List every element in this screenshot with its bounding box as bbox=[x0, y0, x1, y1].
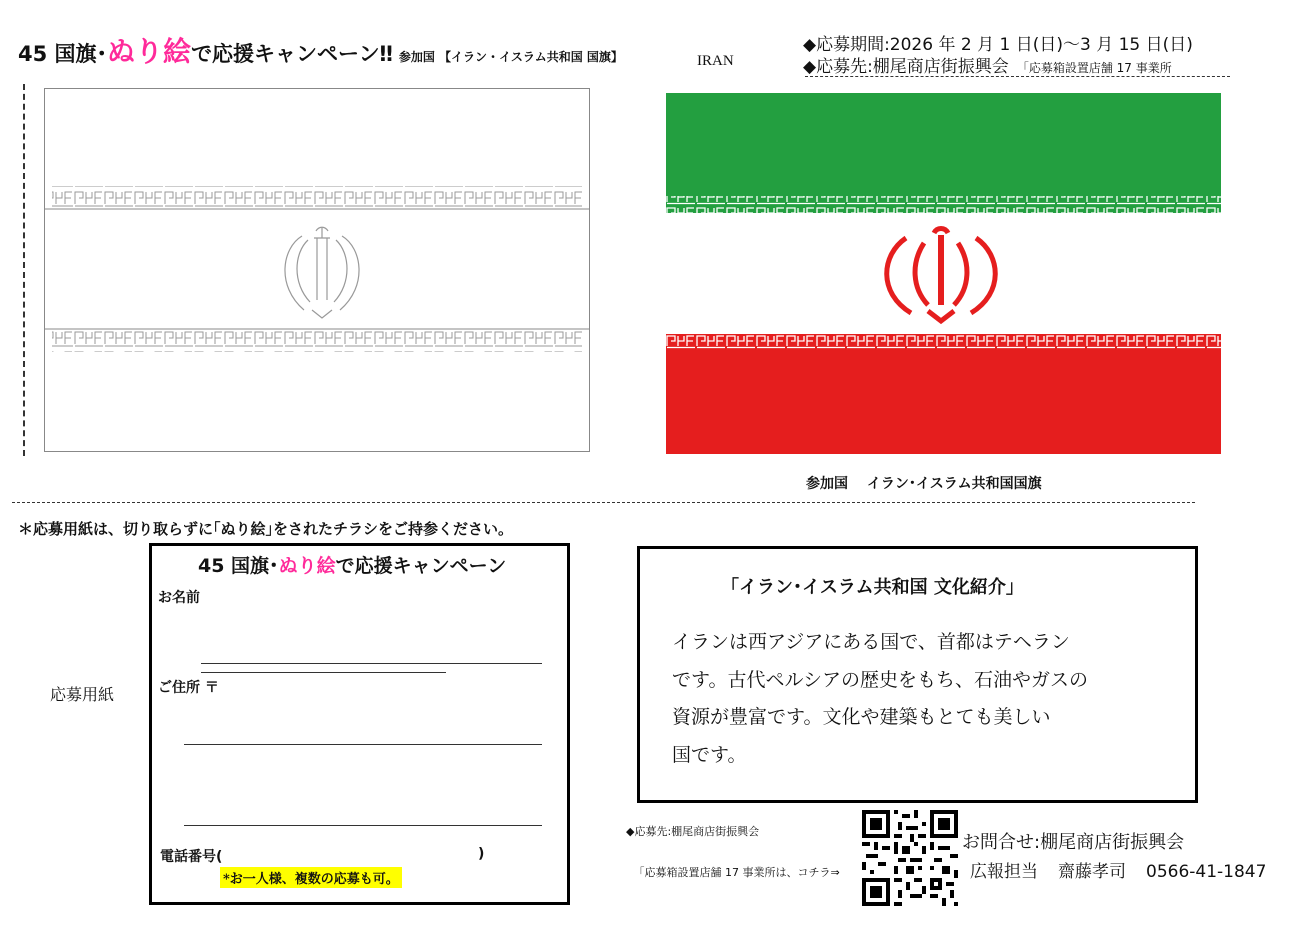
qr-code-icon[interactable] bbox=[862, 810, 958, 906]
form-title-pink: ぬり絵 bbox=[278, 555, 336, 577]
culture-text bbox=[672, 624, 1172, 774]
contact-organization: お問合せ:棚尾商店街振興会 bbox=[962, 832, 1185, 853]
header-divider bbox=[805, 76, 1230, 77]
kufic-band-bottom bbox=[52, 330, 582, 352]
culture-line: 国です。 bbox=[672, 743, 747, 766]
culture-title: ｢イラン･イスラム共和国 文化紹介｣ bbox=[730, 577, 1015, 598]
multiple-entry-note: *お一人様、複数の応募も可。 bbox=[220, 867, 402, 888]
destination-text: ◆応募先:棚尾商店街振興会 bbox=[803, 57, 1009, 77]
contact-details bbox=[970, 857, 1286, 882]
flag-red-stripe bbox=[666, 334, 1221, 454]
flag-caption: 参加国 イラン･イスラム共和国国旗 bbox=[806, 476, 1042, 492]
culture-line: 資源が豊富です。文化や建築もとても美しい bbox=[672, 706, 1051, 728]
cut-line-horizontal bbox=[12, 502, 1195, 503]
contact-person: 齋藤孝司 bbox=[1058, 862, 1126, 882]
title-pink: ぬり絵 bbox=[107, 35, 192, 68]
country-english-label: IRAN bbox=[697, 53, 734, 69]
address-field-line-1[interactable] bbox=[184, 744, 542, 745]
contact-department: 広報担当 bbox=[970, 862, 1038, 882]
phone-label: 電話番号( bbox=[160, 849, 223, 865]
name-field[interactable] bbox=[201, 663, 542, 664]
address-field-line-2[interactable] bbox=[184, 825, 542, 826]
kufic-band-top bbox=[52, 186, 582, 208]
title-suffix: で応援キャンペーン‼ bbox=[191, 42, 393, 66]
campaign-title bbox=[18, 30, 623, 70]
name-label: お名前 bbox=[158, 590, 200, 606]
phone-field[interactable] bbox=[240, 844, 470, 864]
phone-close: ) bbox=[478, 846, 485, 862]
cut-line-vertical bbox=[23, 84, 25, 456]
coloring-flag-outline bbox=[44, 88, 590, 452]
iran-flag bbox=[666, 93, 1221, 454]
form-title bbox=[198, 551, 506, 578]
application-period: ◆応募期間:2026 年 2 月 1 日(日)～3 月 15 日(日) bbox=[803, 35, 1193, 55]
store-list-link[interactable]: ｢応募箱設置店舗 17 事業所は、コチラ⇒ bbox=[639, 866, 840, 879]
title-prefix: 45 国旗･ bbox=[18, 42, 108, 66]
form-title-suffix: で応援キャンペーン bbox=[335, 555, 507, 577]
culture-line: です。古代ペルシアの歴史をもち、石油やガスの bbox=[672, 668, 1089, 691]
address-label: ご住所 〒 bbox=[158, 680, 219, 696]
destination-note: 「応募箱設置店舗 17 事業所 bbox=[1016, 61, 1172, 75]
footer-destination: ◆応募先:棚尾商店街振興会 bbox=[626, 825, 760, 838]
culture-line: イランは西アジアにある国で、首都はテヘラン bbox=[672, 631, 1070, 653]
instruction-note: ＊応募用紙は、切り取らずに｢ぬり絵｣をされたチラシをご持参ください。 bbox=[18, 520, 514, 538]
kufic-band-green bbox=[666, 196, 1221, 213]
contact-phone[interactable]: 0566-41-1847 bbox=[1146, 862, 1267, 882]
kufic-band-red bbox=[666, 334, 1221, 351]
name-field-underline bbox=[201, 672, 446, 673]
application-destination bbox=[803, 52, 1172, 77]
participant-label: 参加国 【イラン・イスラム共和国 国旗】 bbox=[398, 50, 623, 64]
flag-green-stripe bbox=[666, 93, 1221, 213]
entry-form-label: 応募用紙 bbox=[50, 685, 115, 704]
form-title-prefix: 45 国旗･ bbox=[198, 555, 279, 577]
